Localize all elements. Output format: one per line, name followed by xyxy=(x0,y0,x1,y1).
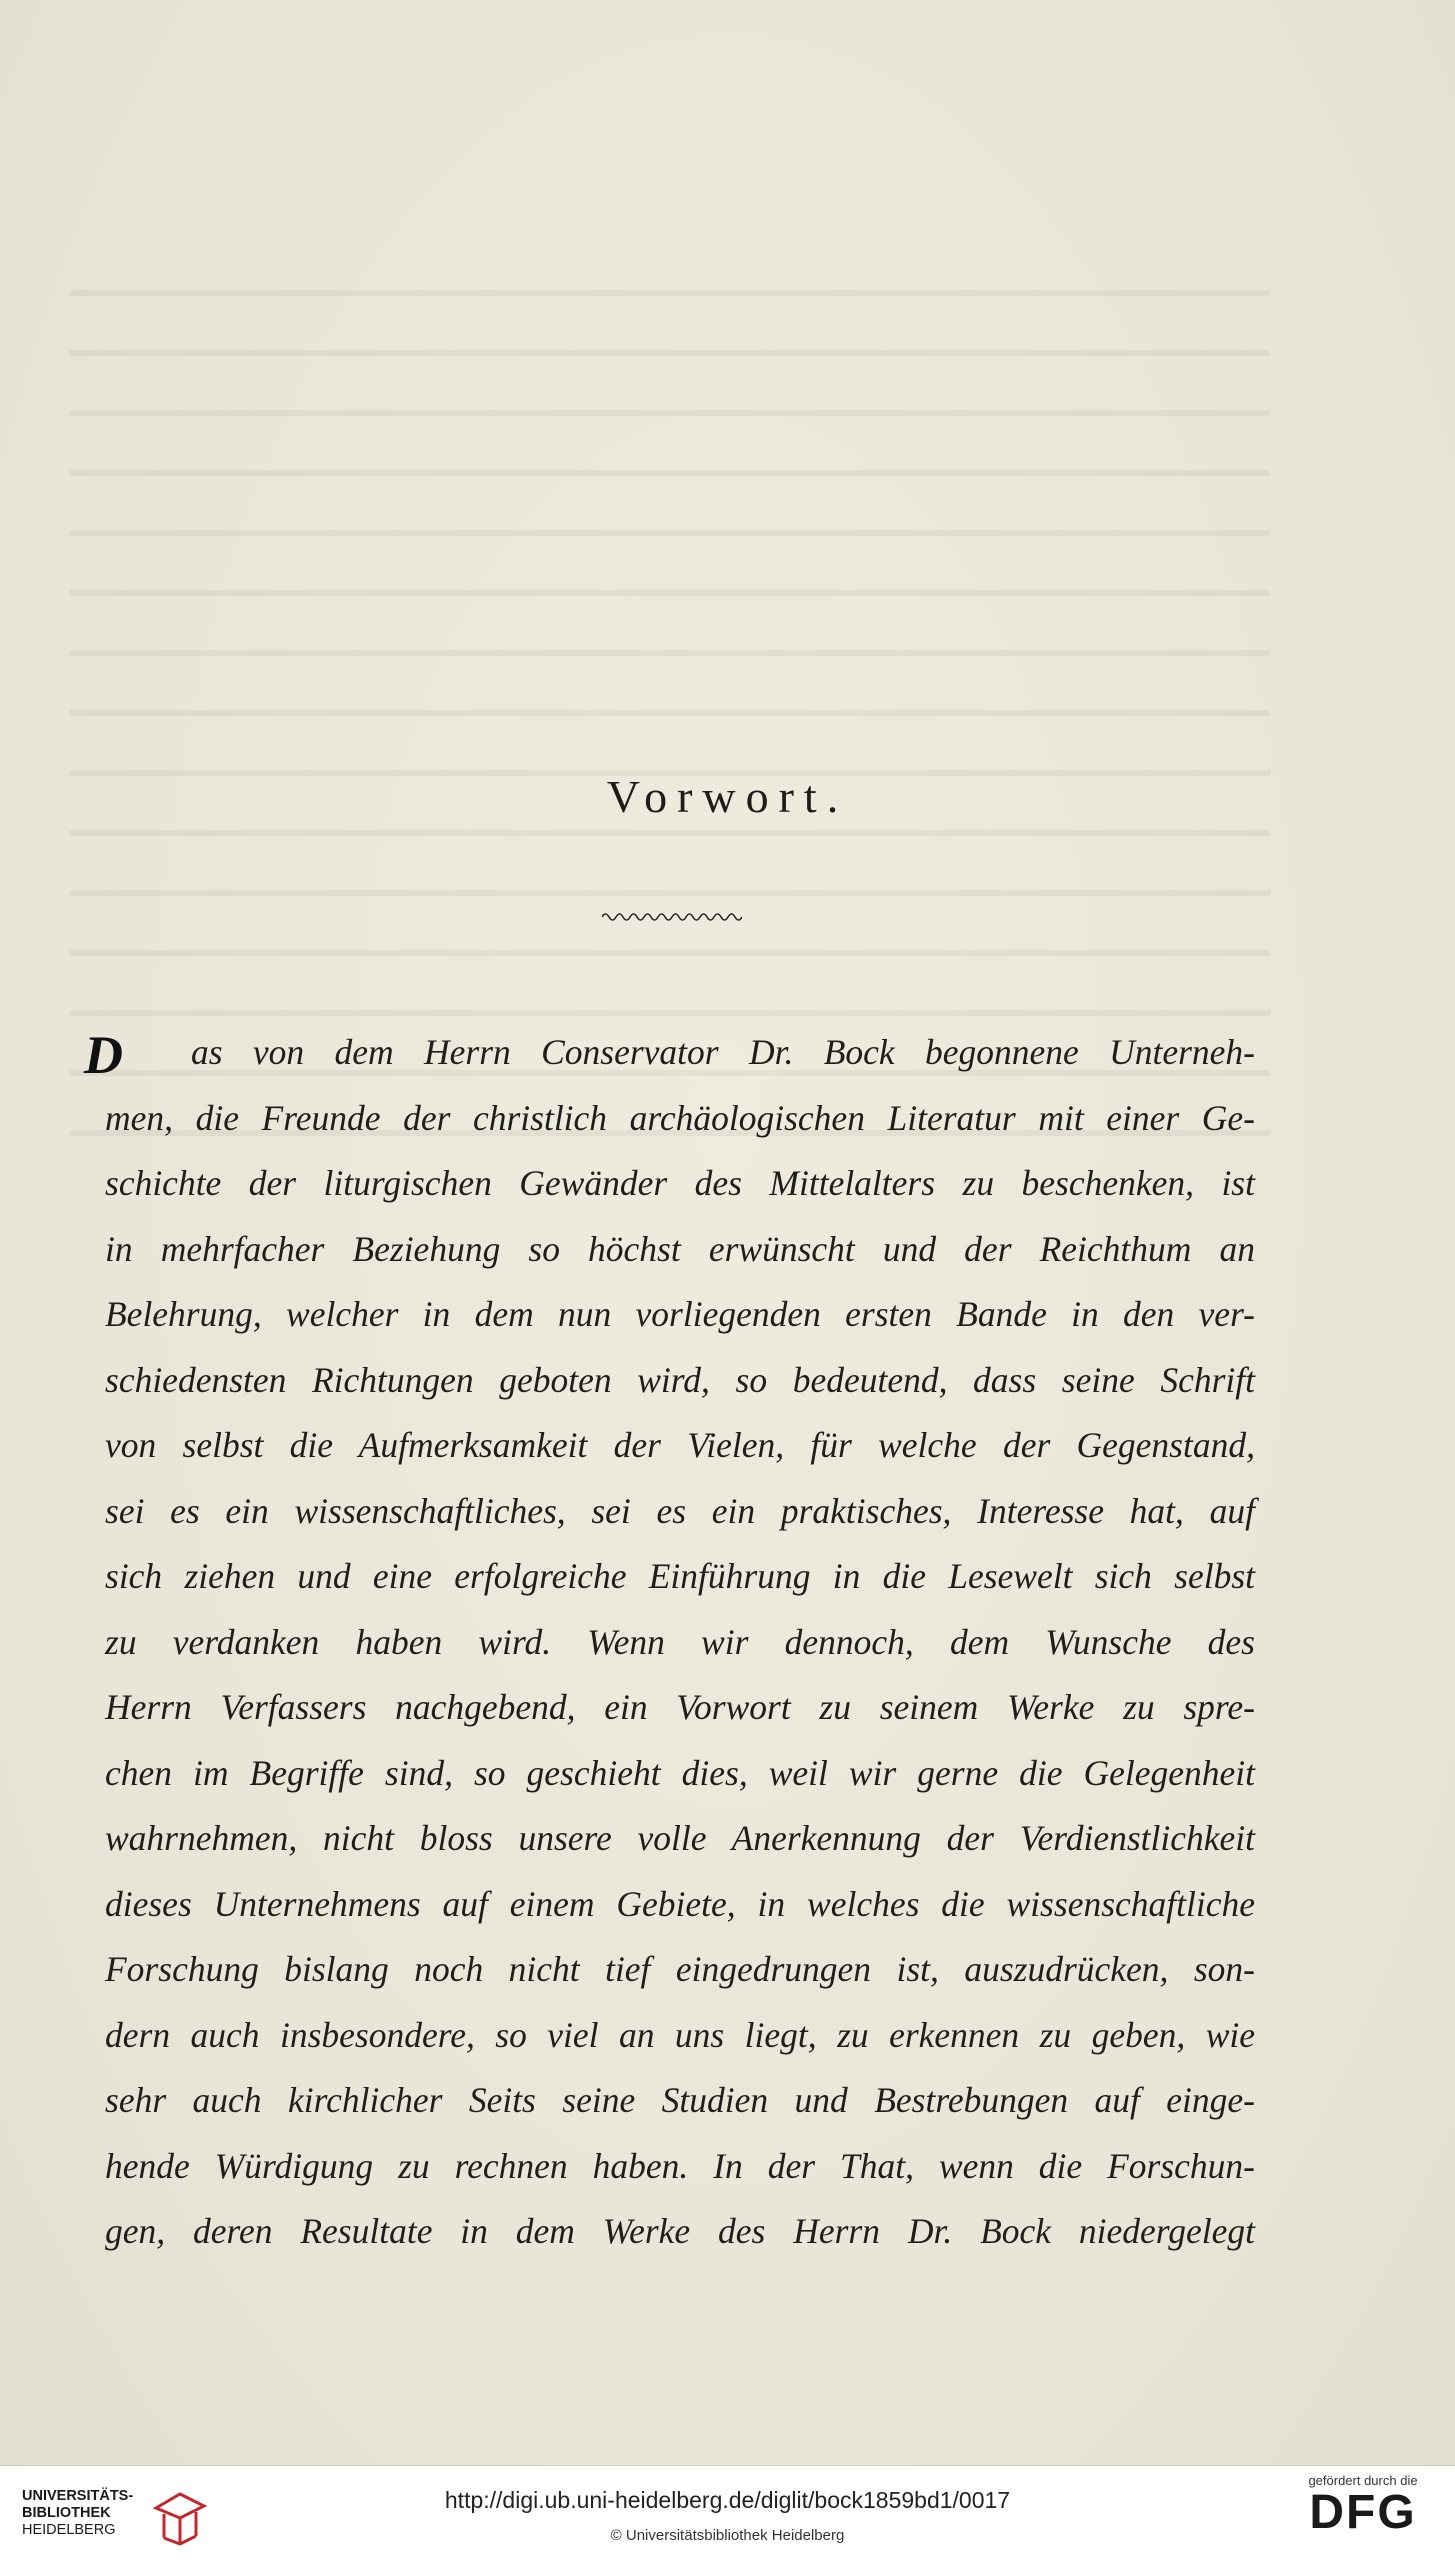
text-line: Belehrung, welcher in dem nun vorliegenden ersten Bande in den ver- xyxy=(105,1294,1255,1334)
library-name-line1: UNIVERSITÄTS- xyxy=(22,2488,134,2504)
text-line: dern auch insbesondere, so viel an uns liegt, zu erkennen zu geben, wie xyxy=(105,2014,1255,2055)
permalink-url[interactable]: http://digi.ub.uni-heidelberg.de/diglit/bock1859bd1/0017 xyxy=(444,2487,1011,2513)
text-line: chen im Begriffe sind, so geschieht dies, weil wir gerne die Gelegenheit xyxy=(105,1752,1255,1793)
text-line: men, die Freunde der christlich archäologischen Literatur mit einer Ge- xyxy=(105,1097,1255,1138)
text-line: von selbst die Aufmerksamkeit der Vielen, für welche der Gegenstand, xyxy=(105,1425,1255,1465)
text-line: sich ziehen und eine erfolgreiche Einführung in die Lesewelt sich selbst xyxy=(105,1556,1255,1596)
text-line: as von dem Herrn Conservator Dr. Bock begonnene Unterneh- xyxy=(191,1032,1255,1072)
dfg-logo-text: DFG xyxy=(1309,2486,1417,2539)
page-title: Vorwort. xyxy=(606,771,849,822)
library-name-line3: HEIDELBERG xyxy=(22,2522,116,2538)
text-line: sei es ein wissenschaftliches, sei es ein praktisches, Interesse hat, auf xyxy=(105,1490,1255,1531)
text-line: Herrn Verfassers nachgebend, ein Vorwort zu seinem Werke zu spre- xyxy=(105,1687,1255,1727)
drop-initial: D xyxy=(84,1025,123,1085)
text-line: Forschung bislang noch nicht tief eingedrungen ist, auszudrücken, son- xyxy=(105,1949,1255,1989)
bleed-through-texture xyxy=(70,250,1270,1150)
funding-text: gefördert durch die xyxy=(1308,2473,1418,2488)
footer-bar xyxy=(0,2465,1455,2566)
text-line: zu verdanken haben wird. Wenn wir dennoch, dem Wunsche des xyxy=(105,1621,1255,1662)
text-line: schichte der liturgischen Gewänder des Mittelalters zu beschenken, ist xyxy=(105,1163,1255,1203)
text-line: schiedensten Richtungen geboten wird, so bedeutend, dass seine Schrift xyxy=(105,1359,1255,1400)
copyright-notice: © Universitätsbibliothek Heidelberg xyxy=(610,2527,845,2544)
library-name-line2: BIBLIOTHEK xyxy=(22,2505,111,2521)
text-line: gen, deren Resultate in dem Werke des Herrn Dr. Bock niedergelegt xyxy=(105,2211,1255,2251)
text-line: hende Würdigung zu rechnen haben. In der That, wenn die Forschun- xyxy=(105,2145,1255,2186)
dfg-funding-logo[interactable] xyxy=(1293,2473,1433,2538)
text-line: wahrnehmen, nicht bloss unsere volle Anerkennung der Verdienstlichkeit xyxy=(105,1818,1255,1858)
text-line: sehr auch kirchlicher Seits seine Studien und Bestrebungen auf einge- xyxy=(105,2080,1255,2120)
text-line: in mehrfacher Beziehung so höchst erwünscht und der Reichthum an xyxy=(105,1228,1255,1269)
text-line: dieses Unternehmens auf einem Gebiete, in welches die wissenschaftliche xyxy=(105,1883,1255,1924)
wavy-rule-ornament-icon xyxy=(602,910,742,924)
body-text xyxy=(105,1020,1255,2265)
